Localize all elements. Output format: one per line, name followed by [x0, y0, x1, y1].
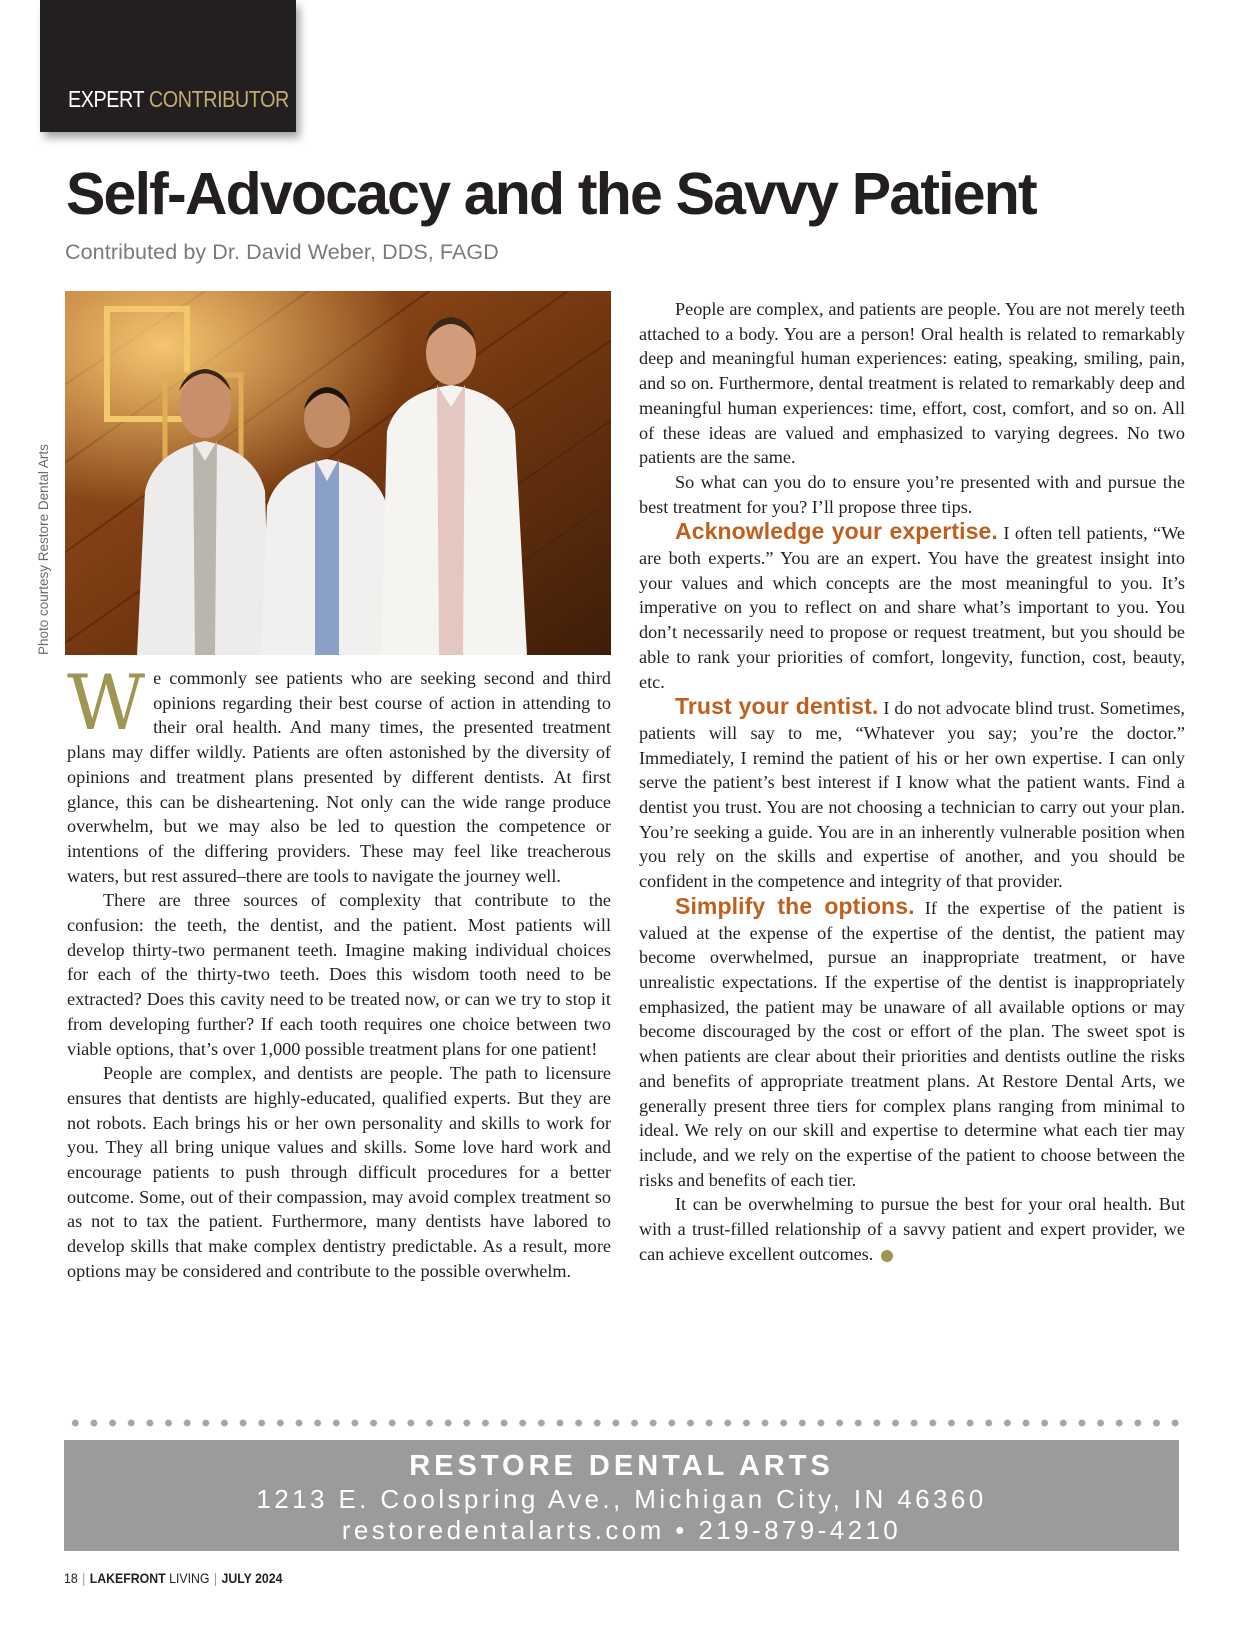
- issue-date: JULY 2024: [221, 1570, 283, 1586]
- paragraph: We commonly see patients who are seeking second and third opinions regarding their best course of action in attending to their oral health. And many times, the presented treatment plans may differ wildly. Patients are often astonished by the diversity of opinions and treatment plans presented by different dentists. At first glance, this can be disheartening. Not only can the wide range produce overwhelm, but we may also be led to question the competence or intentions of the differing providers. These may feel like treacherous waters, but rest assured–there are tools to navigate the journey well.: [67, 658, 611, 886]
- section-tab: [40, 0, 296, 132]
- tip-heading: Simplify the options.: [675, 892, 915, 919]
- section-label: EXPERT CONTRIBUTOR: [68, 86, 289, 112]
- right-column: [639, 297, 1185, 1266]
- tip-paragraph: Simplify the options. If the expertise of the patient is valued at the expense of the expertise of the dentist, the patient may become overwhelmed, pursue an inappropriate treatment, or have unrealistic expectations. If the expertise of the dentist is inappropriately emphasized, the patient may be unaware of all available options or may become discouraged by the cost or effort of the plan. The sweet spot is when patients are clear about their priorities and dentists outline the risks and benefits of appropriate treatment plans. At Restore Dental Arts, we generally present three tiers for complex plans ranging from minimal to ideal. We rely on our skill and expertise to determine what each tier may include, and we rely on the expertise of the patient to choose between the risks and benefits of each tier.: [639, 892, 1185, 1190]
- page-number: 18: [64, 1570, 78, 1586]
- dotted-divider: [66, 1419, 1186, 1427]
- article-byline: Contributed by Dr. David Weber, DDS, FAGD: [65, 240, 499, 264]
- advertiser-address: 1213 E. Coolspring Ave., Michigan City, IN 46360: [256, 1484, 987, 1514]
- advertiser-box: [64, 1440, 1179, 1551]
- paragraph: People are complex, and dentists are people. The path to licensure ensures that dentists are highly-educated, qualified experts. But they are not robots. Each brings his or her own personality and skills to work for you. They all bring unique values and skills. Some love hard work and encourage patients to push through difficult procedures for a better outcome. Some, out of their compassion, may avoid complex treatment so as not to tax the patient. Furthermore, many dentists have labored to develop skills that make complex dentistry predictable. As a result, more options may be considered and contribute to the possible overwhelm.: [67, 1063, 611, 1281]
- advertiser-name: RESTORE DENTAL ARTS: [409, 1450, 834, 1482]
- end-mark-icon: [881, 1250, 893, 1262]
- dentists-photo: [65, 291, 611, 655]
- tip-paragraph: Acknowledge your expertise. I often tell patients, “We are both experts.” You are an expert. You have the greatest insight into your values and which concepts are the most meaningful to you. It’s imperative on you to reflect on and share what’s important to you. You don’t necessarily need to propose or request treatment, but you should be able to rank your priorities of comfort, longevity, function, cost, beauty, etc.: [639, 518, 1185, 692]
- tip-heading: Trust your dentist.: [675, 693, 879, 720]
- tip-paragraph: Trust your dentist. I do not advocate blind trust. Sometimes, patients will say to me, “Whatever you say; you’re the doctor.” Immediately, I remind the patient of his or her own expertise. I can only serve the patient’s best interest if I know what the patient wants. Find a dentist you trust. You are not choosing a technician to carry out your plan. You’re seeking a guide. You are in an inherently vulnerable position when you rely on the skills and expertise of another, and you should be confident in the competence and integrity of that provider.: [639, 693, 1185, 892]
- paragraph: People are complex, and patients are people. You are not merely teeth attached to a body. You are a person! Oral health is related to remarkably deep and meaningful human experiences: eating, speaking, smiling, pain, and so on. Furthermore, dental treatment is related to remarkably deep and meaningful human experiences: time, effort, cost, comfort, and so on. All of these ideas are valued and emphasized to varying degrees. No two patients are the same.: [639, 299, 1185, 468]
- paragraph: So what can you do to ensure you’re presented with and pursue the best treatment for you? I’ll propose three tips.: [639, 471, 1185, 517]
- paragraph: There are three sources of complexity that contribute to the confusion: the teeth, the dentist, and the patient. Most patients will develop thirty-two permanent teeth. Imagine making individual choices for each of the thirty-two teeth. Does this wisdom tooth need to be extracted? Does this cavity need to be treated now, or can we try to stop it from developing further? If each tooth requires one choice between two viable options, that’s over 1,000 possible treatment plans for one patient!: [67, 890, 611, 1059]
- page-folio: 18 | LAKEFRONT LIVING | JULY 2024: [64, 1570, 283, 1586]
- tip-heading: Acknowledge your expertise.: [675, 518, 998, 545]
- article-title: Self-Advocacy and the Savvy Patient: [66, 161, 1036, 227]
- photo-credit: Photo courtesy Restore Dental Arts: [36, 444, 51, 655]
- left-column: [67, 658, 611, 1284]
- paragraph: It can be overwhelming to pursue the best for your oral health. But with a trust-filled relationship of a savvy patient and expert provider, we can achieve excellent outcomes.: [639, 1194, 1185, 1264]
- magazine-name: LAKEFRONT: [89, 1570, 166, 1586]
- advertiser-contact: restoredentalarts.com • 219-879-4210: [341, 1515, 902, 1545]
- drop-cap: W: [67, 658, 146, 747]
